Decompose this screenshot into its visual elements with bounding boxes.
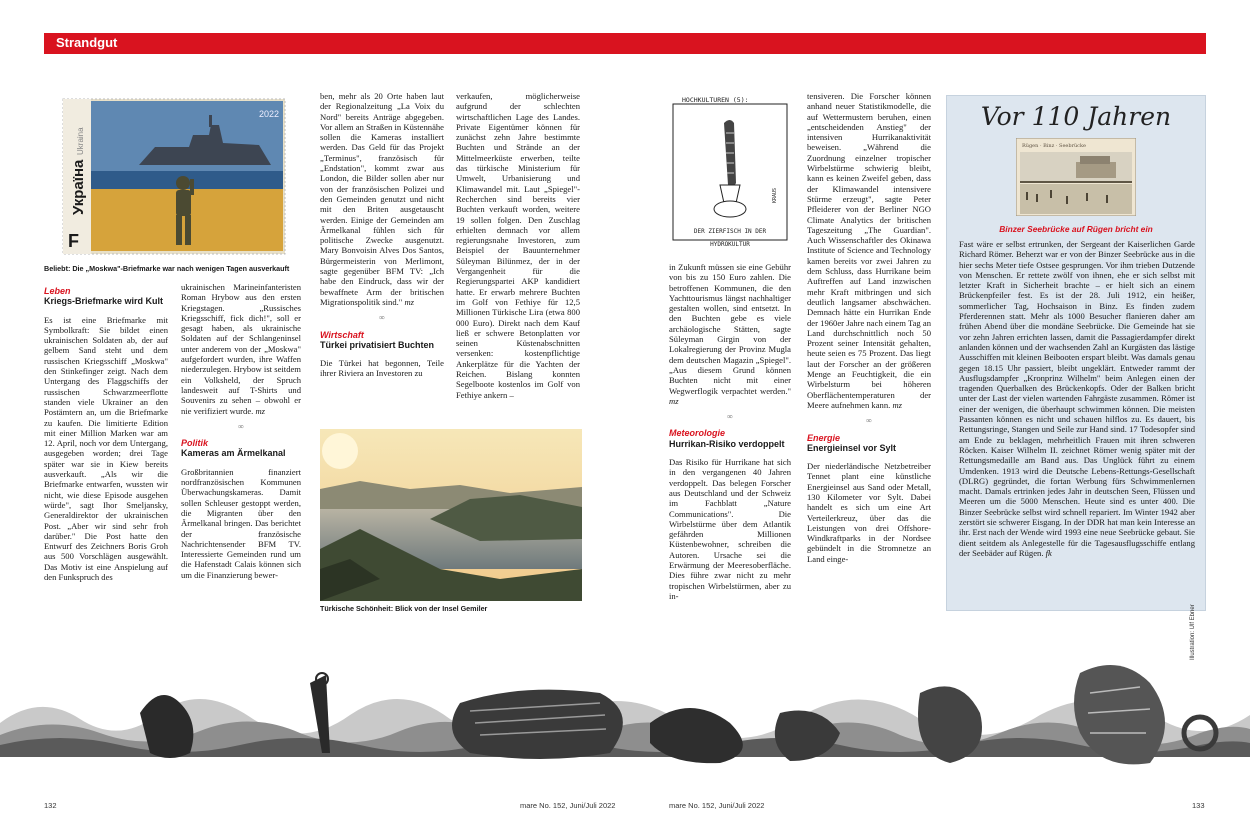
column-2 xyxy=(181,282,301,612)
section-header-bar xyxy=(44,33,1206,54)
article-kicker: Energie xyxy=(807,432,841,443)
stamp-country: Україна xyxy=(70,159,87,215)
article-kicker: Leben xyxy=(44,286,71,296)
article-headline: Kriegs-Briefmarke wird Kult xyxy=(44,296,164,307)
stamp-country-small: Ukraina xyxy=(76,127,85,155)
article-paragraph: Die Türkei hat begonnen, Teile ihrer Riviera an Investoren zu xyxy=(320,358,444,379)
author-sign: mz xyxy=(669,395,679,406)
separator-icon: ∞ xyxy=(866,416,872,426)
stamp-letter: F xyxy=(68,231,79,251)
stamp-image xyxy=(59,95,289,258)
comic-signature: KRAUS xyxy=(772,187,778,203)
article-paragraph: Das Risiko für Hurrikane hat sich in den vergangenen 40 Jahren verdoppelt. Das belegen Forscher aus Deutschland und der Schweiz im Fachblatt „Nature Communications". Die Wirbelstürme über dem Atlantik gefährden Millionen Küstenbewohner, schreiben die Autoren. Ursache sei die Erwärmung der Meeresoberfläche. Dies führe zwar nicht zu mehr tropischen Wirbelstürmen, aber zu in- xyxy=(669,457,791,601)
section-title: Strandgut xyxy=(56,35,118,50)
sidebar-title: Vor 110 Jahren xyxy=(980,102,1172,131)
stamp-caption: Beliebt: Die „Moskwa"-Briefmarke war nach wenigen Tagen ausverkauft xyxy=(44,264,290,273)
postcard-image xyxy=(1016,138,1136,216)
author-sign: mz xyxy=(892,399,902,410)
issue-info-left: mare No. 152, Juni/Juli 2022 xyxy=(520,801,616,810)
comic-bottom-label-2: HYDROKULTUR xyxy=(710,241,750,248)
stamp-year: 2022 xyxy=(259,109,280,119)
author-sign: fk xyxy=(1045,547,1052,558)
article-headline: Hurrikan-Risiko verdoppelt xyxy=(669,438,785,449)
page-number-right: 133 xyxy=(1192,801,1205,810)
separator-icon: ∞ xyxy=(727,412,733,422)
article-paragraph: verkaufen, möglicherweise aufgrund der schlechten wirtschaftlichen Lage des Landes. Private Eigentümer können für zunächst zehn Jahre bestimmte Buchten und Strände an der Mittelmeerküste erwerben, teilte das türkische Ministerium für Umwelt, Urbanisierung und Klimawandel mit. Laut „Spiegel"-Recherchen sind bereits vier Buchten verkauft worden, weitere 19 sollen folgen. Den Zuschlag erhielten demnach vor allem regierungsnahe Investoren, zum Beispiel der Bauunternehmer Süleyman Bilünmez, der in der Vergangenheit für die Regierungspartei AKP kandidiert hatte. Er erwarb mehrere Buchten im Golf von Fethiye für 12,5 Millionen Türkische Lira (etwa 800 000 Euro). Direkt nach dem Kauf ließ er schwere Betonplatten vor seinen Küstenabschnitten versenken: kostenpflichtige Ankerplätze für die Yachten der Reichen. Bislang konnten Segelboote kostenlos im Golf von Fethiye ankern – xyxy=(456,91,580,400)
issue-info-right: mare No. 152, Juni/Juli 2022 xyxy=(669,801,765,810)
article-paragraph: in Zukunft müssen sie eine Gebühr von bis zu 150 Euro zahlen. Die betroffenen Kommunen, die den Yachttourismus längst nachhaltiger gestalten wollen, sind entsetzt. In den Buchten gebe es viele archäologische Stätten, sagte Süleyman Girgin von der Lokalregierung der Provinz Mugla dem deutschen Magazin „Spiegel". „Aus diesem Grund können Buchten nicht mit einer Wegwerflogik verpachtet werden." xyxy=(669,262,791,396)
article-kicker: Politik xyxy=(181,438,209,449)
comic-illustration xyxy=(672,93,788,251)
bottom-illustration xyxy=(0,653,1250,788)
separator-icon: ∞ xyxy=(379,313,385,323)
column-6 xyxy=(807,91,931,612)
comic-bottom-label-1: DER ZIERFISCH IN DER xyxy=(693,228,767,235)
article-paragraph: Großbritannien finanziert nordfranzösischen Kommunen Überwachungskameras. Damit sollen Schleuser gestoppt werden, die Migranten über den Ärmelkanal bringen. Das berichtet der französische Nachrichtensender BFM TV. Interessierte Gemeinden rund um die Hafenstadt Calais können sich um die Finanzierung bewer- xyxy=(181,466,301,580)
separator-icon: ∞ xyxy=(238,421,244,431)
author-sign: mz xyxy=(404,296,415,307)
page-number-left: 132 xyxy=(44,801,57,810)
article-headline: Türkei privatisiert Buchten xyxy=(320,339,435,350)
history-sidebar xyxy=(946,95,1206,611)
sidebar-subtitle: Binzer Seebrücke auf Rügen bricht ein xyxy=(999,224,1153,234)
article-headline: Kameras am Ärmelkanal xyxy=(181,448,286,459)
illustration-credit: Illustration: Ulf Ebner xyxy=(1190,604,1196,660)
comic-top-label: HOCHKULTUREN (5): xyxy=(682,96,749,104)
article-kicker: Wirtschaft xyxy=(320,329,364,340)
article-paragraph: Es ist eine Briefmarke mit Symbolkraft: Sie bildet einen ukrainischen Soldaten ab, der auf gelbem Sand steht und dem russischen Kriegsschiff „Moskwa" den Stinkefinger zeigt. Nach dem Untergang des Flaggschiffs der russischen Schwarzmeerflotte standen viele Ukrainer an den Postämtern an, um die Briefmarke zu kaufen. Die limitierte Edition mit einer Million Marken war am 12. April, noch vor dem Untergang, ausgegeben worden; drei Tage später war sie in Kiew bereits ausverkauft. „Als wir die Briefmarke entwarfen, wussten wir nicht, wie diese Episode ausgehen würde", sagt Ihor Smeljansky, Generaldirektor der ukrainischen Post. „Aber wir sind sehr froh darüber." Die Post hatte den Entwurf des Zeichners Boris Groh aus 500 Vorschlägen ausgewählt. Das Motiv ist eine Anspielung auf den Funkspruch des xyxy=(44,314,168,583)
article-headline: Energieinsel vor Sylt xyxy=(807,442,897,453)
coast-photo xyxy=(320,429,582,601)
column-3 xyxy=(320,91,444,421)
postcard-text: Rügen · Binz · Seebrücke xyxy=(1022,143,1086,149)
article-paragraph: tensiveren. Die Forscher können anhand neuer Statistikmodelle, die auf Wettermustern beruhen, einen „entscheidenden Anstieg" der intensiven Hurrikanaktivität beweisen. „Während die Zuordnung einzelner tropischer Wirbelstürme schwierig bleibt, kann es keinen Zweifel geben, dass der Klimawandel intensivere Stürme erzeugt", sagte Peter Pfleiderer von der Berliner NGO Climate Analytics der britischen Tageszeitung „The Guardian". Auch Wissenschaftler des Okinawa Institute of Science and Technology kamen bereits vor zwei Jahren zu dem Schluss, dass Hurrikane beim Auftreffen auf Land inzwischen mehr Kraft mitbringen und sich deutlich langsamer abschwächen. Demnach hätte ein Hurrikan Ende der 1960er Jahre nach einem Tag an Land durchschnittlich noch 50 Prozent seiner Intensität gehalten, heute seien es 75 Prozent. Das liegt laut der Forscher an der größeren Menge an Feuchtigkeit, die ein Wirbelsturm bei höheren Oberflächentemperaturen der Meere aufnehmen kann. xyxy=(807,91,931,410)
column-5 xyxy=(669,262,791,612)
article-paragraph: ukrainischen Marineinfanteristen Roman Hrybow aus den ersten Kriegstagen. „Russisches Kriegsschiff, fick dich!", soll er gesagt haben, als ukrainische Soldaten auf der Schlangeninsel unter anderem von der „Moskwa" aufgefordert wurden, ihre Waffen niederzulegen. Hrybow ist seitdem ein Volksheld, der Spruch landesweit auf T-Shirts und Souvenirs zu sehen – obwohl er nie verifiziert wurde. xyxy=(181,282,301,416)
column-4 xyxy=(456,91,580,425)
photo-caption: Türkische Schönheit: Blick von der Insel Gemiler xyxy=(320,604,488,613)
article-kicker: Meteorologie xyxy=(669,428,726,439)
article-paragraph: ben, mehr als 20 Orte haben laut der Regionalzeitung „La Voix du Nord" bereits Anträge abgegeben. Vor allem an Straßen in Küstennähe sollen die Kameras installiert werden. Das Geld für das Projekt „Terminus", französisch für „Endstation", kommt zwar aus London, die Bilder sollen aber nur von der französischen Polizei und den Gemeinden genutzt und nicht mit den Briten ausgetauscht werden. Einige der Gemeinden am Ärmelkanal fühlen sich für politische Zwecke ausgenutzt. Mary Bonvoisin Alves Dos Santos, Bürgermeisterin von Merlimont, sagte gegenüber BFM TV: „Ich habe den Eindruck, dass wir der bewaffnete Arm der britischen Migrationspolitik sind." xyxy=(320,91,444,307)
column-1 xyxy=(44,282,168,612)
author-sign: mz xyxy=(255,405,266,416)
sidebar-text: Fast wäre er selbst ertrunken, der Sergeant der Kaiserlichen Garde Richard Römer. Beherzt war er von der Binzer Seebrücke aus in die hier sechs Meter tiefe Ostsee gesprungen. Vor ihm trieben Dutzende von Menschen. Er rettete zwölf von ihnen, ehe er sich selbst mit letzter Kraft in Sicherheit brachte – er hielt sich an einem Brückenpfeiler fest. Es ist der 28. Juli 1912, ein heißer, sommerlicher Tag, Hochsaison in Binz. Es finden zudem Pferderennen statt. Mehr als 1000 Besucher flanieren daher am frühen Abend über die mondäne Seebrücke. Die Gemeinde hat sie vor zehn Jahren errichten lassen, damit die Passagierdampfer direkt anlanden können und der wachsenden Zahl an Kurgästen das lästige Ausschiffen mit kleinen Beibooten erspart bleibt. Was damals genau gegen 18.15 Uhr passiert, bleibt ungeklärt. Entweder rammt der Ausflugsdampfer „Kronprinz Wilhelm" beim Anlegen einen der tragenden Querbalken des Brückenkopfs. Oder der Balken bricht unter der Last der vielen wartenden Fahrgäste zusammen. Römer ist einer der wenigen, die überhaupt schwimmen können. Die meisten Passanten können es nicht und schauen hilflos zu. Es dauert, bis Rettungsringe, Stangen und Seile zur Hand sind. 17 Todesopfer sind am Ende zu beklagen, mehrheitlich Frauen mit ihren schweren Röcken. Kaiser Wilhelm II. zeichnet Römer wenig später mit der Rettungsmedaille am Band aus. Das Unglück führt zu einem Umdenken. 1913 wird die Deutsche Lebens-Rettungs-Gesellschaft (DLRG) gegründet, die fortan Werbung fürs Schwimmenlernen macht. Damals ertrinken jedes Jahr in deutschen Seen, Flüssen und Meeren um die 5000 Menschen. Heute sind es unter 400. Die Binzer Seebrücke selbst wird schnell repariert. Im Winter 1942 aber zerstört sie schwerer Eisgang. In der DDR hat man kein Interesse an ihr. Erst nach der Wende wird 1993 eine neue Seebrücke gebaut. Sie dient seitdem als Anlegestelle für die Tagesausflugsschiffe entlang der Seebäder auf Rügen. xyxy=(959,239,1195,558)
article-paragraph: Der niederländische Netzbetreiber Tennet plant eine künstliche Energieinsel aus Sand oder Metall, 130 Kilometer vor Sylt. Dabei handelt es sich um eine Art Verteilerkreuz, über das die Leistungen von drei Offshore-Windkraftparks in der Nordsee gebündelt in die Stromnetze an Land einge- xyxy=(807,461,931,564)
